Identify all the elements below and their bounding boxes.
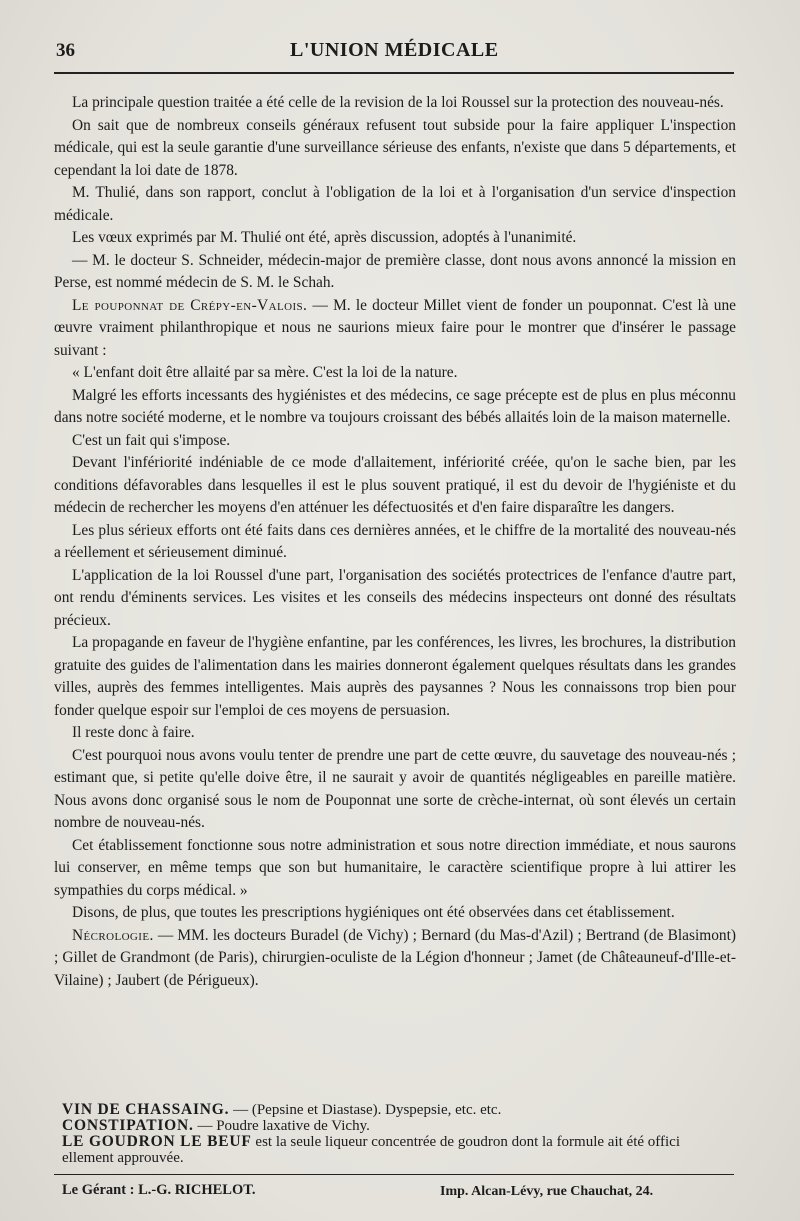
ad-line xyxy=(62,1134,734,1166)
paragraph: La propagande en faveur de l'hygiène enfantine, par les conférences, les livres, les brochures, la distribution gratuite des guides de l'alimentation dans les mairies donneront également quelques résultats dans les grandes villes, auprès des femmes intelligentes. Mais auprès des paysannes ? Nous les connaissons trop bien pour fonder quelque espoir sur l'emploi de ces moyens de persuasion. xyxy=(54,634,736,719)
header-rule xyxy=(54,72,734,74)
journal-title: L'UNION MÉDICALE xyxy=(290,39,499,61)
paragraph: M. Thulié, dans son rapport, conclut à l'obligation de la loi et à l'organisation d'un service d'inspection médicale. xyxy=(54,184,736,224)
paragraph: Disons, de plus, que toutes les prescriptions hygiéniques ont été observées dans cet établissement. xyxy=(72,904,675,921)
ad-text: — Poudre laxative de Vichy. xyxy=(193,1118,370,1134)
paragraph: C'est un fait qui s'impose. xyxy=(72,431,231,449)
paragraph: C'est pourquoi nous avons voulu tenter de prendre une part de cette œuvre, du sauvetage des nouveau-nés ; estimant que, si petite qu'elle doive être, il ne saurait y avoir de quantités négligeables en pareille matière. Nous avons donc organisé sous le nom de Pouponnat une sorte de crèche-internat, où sont élevés un certain nombre de nouveau-nés. xyxy=(54,746,736,831)
paragraph: — M. le docteur S. Schneider, médecin-major de première classe, dont nous avons annoncé la mission en Perse, est nommé médecin de S. M. le Schah. xyxy=(54,251,736,291)
article-body xyxy=(54,92,736,992)
paragraph: On sait que de nombreux conseils généraux refusent tout subside pour la faire appliquer L'inspection médicale, qui est la seule garantie d'une surveillance sérieuse des enfants, n'existe que dans 5 départements, et cependant la loi date de 1878. xyxy=(54,116,736,179)
paragraph-text: — M. le docteur Millet vient de fonder un pouponnat. C'est là une œuvre vraiment philanthropique et nous ne saurions mieux faire pour le montrer que d'insérer le passage suivant : xyxy=(54,296,737,359)
ad-heading: LE GOUDRON LE BEUF xyxy=(62,1133,252,1150)
ad-line xyxy=(62,1102,734,1118)
ad-text: — (Pepsine et Diastase). Dyspepsie, etc. etc. xyxy=(229,1102,502,1118)
footer-rule xyxy=(54,1174,734,1175)
paragraph: « L'enfant doit être allaité par sa mère. C'est la loi de la nature. xyxy=(72,364,458,381)
paragraph xyxy=(54,925,736,993)
paragraph: Malgré les efforts incessants des hygiénistes et des médecins, ce sage précepte est de plus en plus méconnu dans notre société moderne, et le nombre va toujours croissant des bébés allaités loin de la maison maternelle. xyxy=(54,386,736,426)
paragraph: L'application de la loi Roussel d'une part, l'organisation des sociétés protectrices de l'enfance d'autre part, ont rendu d'éminents services. Les visites et les conseils des médecins inspecteurs ont donné des résultats précieux. xyxy=(54,566,736,629)
paragraph: Cet établissement fonctionne sous notre administration et sous notre direction immédiate, et nous saurons lui conserver, en même temps que son but humanitaire, le caractère scientifique propre à lui attirer les sympathies du corps médical. » xyxy=(54,836,736,899)
paragraph: La principale question traitée a été celle de la revision de la loi Roussel sur la protection des nouveau-nés. xyxy=(72,94,724,111)
paragraph xyxy=(54,295,736,363)
section-lead: Nécrologie. xyxy=(72,926,154,944)
ad-heading: VIN DE CHASSAING. xyxy=(62,1101,230,1118)
paragraph: Devant l'infériorité indéniable de ce mode d'allaitement, infériorité créée, qu'on le sache bien, par les conditions défavorables dans lesquelles il est le plus souvent pratiqué, il est du devoir de l'hygiéniste et du médecin de rechercher les moyens d'en atténuer les défectuosités et d'en faire disparaître les dangers. xyxy=(54,454,736,516)
page-number: 36 xyxy=(56,40,75,61)
gerant-credit: Le Gérant : L.-G. RICHELOT. xyxy=(62,1182,256,1198)
paragraph: Les plus sérieux efforts ont été faits dans ces dernières années, et le chiffre de la mortalité des nouveau-nés a réellement et sérieusement diminué. xyxy=(54,521,736,561)
advertisements xyxy=(62,1102,734,1166)
printer-credit: Imp. Alcan-Lévy, rue Chauchat, 24. xyxy=(440,1184,654,1199)
ad-line xyxy=(62,1118,734,1134)
ad-text: est la seule liqueur concentrée de goudron dont la formule ait été offici ellement approuvée. xyxy=(62,1134,680,1166)
ad-heading: CONSTIPATION. xyxy=(62,1117,194,1134)
paragraph: Il reste donc à faire. xyxy=(72,724,195,741)
paragraph-text: — MM. les docteurs Buradel (de Vichy) ; Bernard (du Mas-d'Azil) ; Bertrand (de Blasimont) ; Gillet de Grandmont (de Paris), chirurgien-oculiste de la Légion d'honneur ; Jamet (de Châteauneuf-d'Ille-et-Vilaine) ; Jaubert (de Périgueux). xyxy=(54,926,736,989)
section-lead: Le pouponnat de Crépy-en-Valois. xyxy=(72,296,308,314)
paragraph: Les vœux exprimés par M. Thulié ont été, après discussion, adoptés à l'unanimité. xyxy=(72,229,577,246)
